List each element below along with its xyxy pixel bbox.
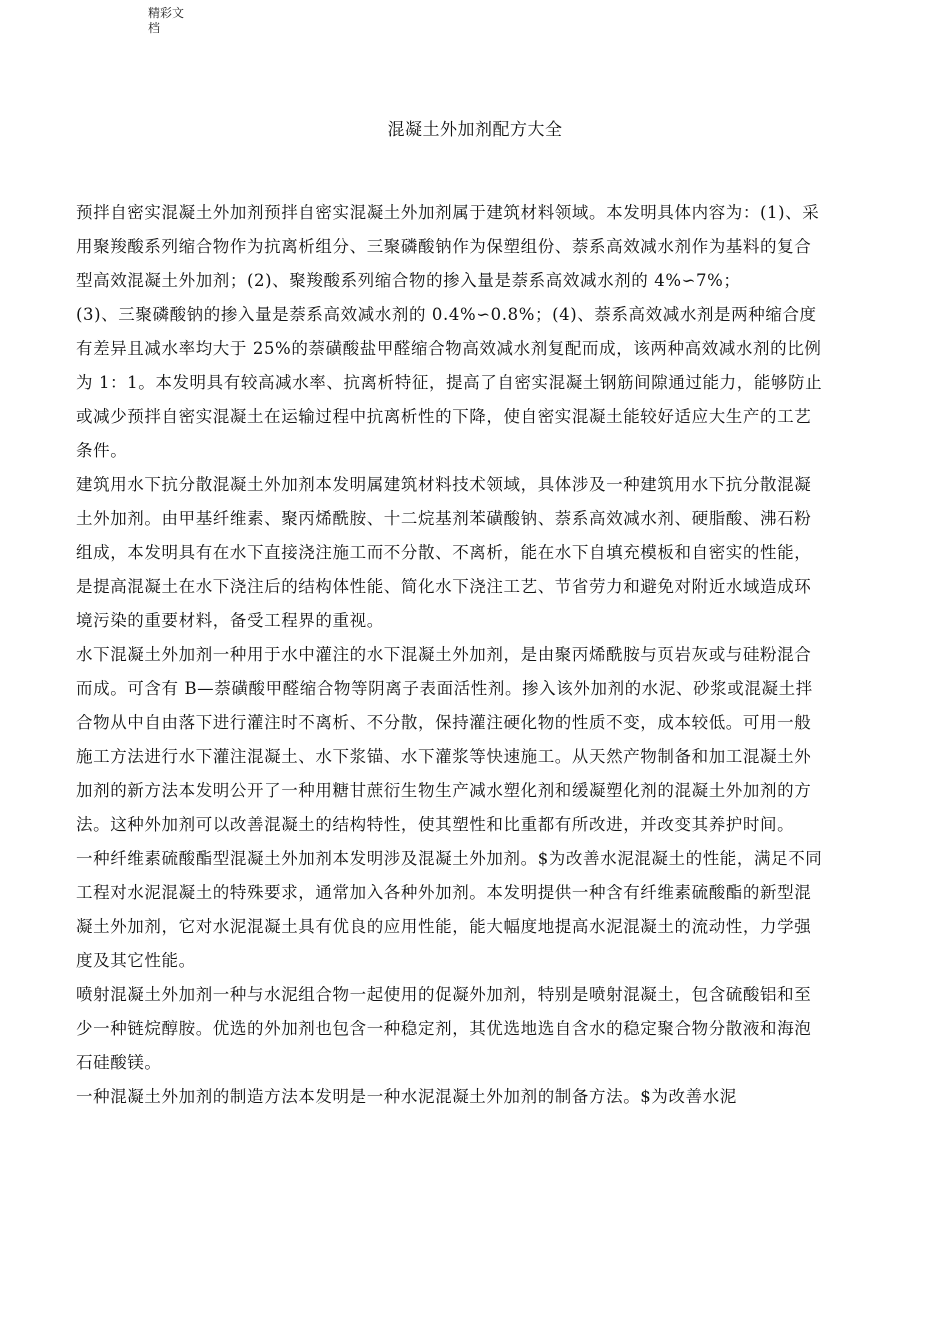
document-body [76,196,828,1114]
paragraph-underwater-anti-dispersion: 建筑用水下抗分散混凝土外加剂本发明属建筑材料技术领域，具体涉及一种建筑用水下抗分散混凝土外加剂。由甲基纤维素、聚丙烯酰胺、十二烷基剂苯磺酸钠、萘系高效减水剂、硬脂酸、沸石粉组成，本发明具有在水下直接浇注施工而不分散、不离析，能在水下自填充模板和自密实的性能，是提高混凝土在水下浇注后的结构体性能、简化水下浇注工艺、节省劳力和避免对附近水域造成环境污染的重要材料，备受工程界的重视。 [76,475,812,630]
header-watermark-line-1: 精彩文 [148,6,185,20]
paragraph-self-compacting-admixture: 预拌自密实混凝土外加剂预拌自密实混凝土外加剂属于建筑材料领域。本发明具体内容为：(1)、采用聚羧酸系列缩合物作为抗离析组分、三聚磷酸钠作为保塑组份、萘系高效减水剂作为基料的复合型高效混凝土外加剂；(2)、聚羧酸系列缩合物的掺入量是萘系高效减水剂的 4%∽7%； [76,203,820,290]
paragraph-cellulose-sulfate-admixture: 一种纤维素硫酸酯型混凝土外加剂本发明涉及混凝土外加剂。$为改善水泥混凝土的性能，满足不同工程对水泥混凝土的特殊要求，通常加入各种外加剂。本发明提供一种含有纤维素硫酸酯的新型混凝土外加剂，它对水泥混凝土具有优良的应用性能，能大幅度地提高水泥混凝土的流动性，力学强度及其它性能。 [76,849,823,970]
header-watermark [148,6,188,36]
paragraph-manufacturing-method: 一种混凝土外加剂的制造方法本发明是一种水泥混凝土外加剂的制备方法。$为改善水泥 [76,1087,737,1106]
paragraph-underwater-admixture: 水下混凝土外加剂一种用于水中灌注的水下混凝土外加剂，是由聚丙烯酰胺与页岩灰或与硅粉混合而成。可含有 B—萘磺酸甲醛缩合物等阴离子表面活性剂。掺入该外加剂的水泥、砂浆或混凝土拌合物从中自由落下进行灌注时不离析、不分散，保持灌注硬化物的性质不变，成本较低。可用一般施工方法进行水下灌注混凝土、水下浆锚、水下灌浆等快速施工。从天然产物制备和加工混凝土外加剂的新方法本发明公开了一种用糖甘蔗衍生物生产减水塑化剂和缓凝塑化剂的混凝土外加剂的方法。这种外加剂可以改善混凝土的结构特性，使其塑性和比重都有所改进，并改变其养护时间。 [76,645,813,834]
document-title: 混凝土外加剂配方大全 [387,120,563,140]
header-watermark-line-2: 档 [148,21,161,35]
paragraph-self-compacting-admixture-continued: (3)、三聚磷酸钠的掺入量是萘系高效减水剂的 0.4%∽0.8%；(4)、萘系高效减水剂是两种缩合度有差异且减水率均大于 25%的萘磺酸盐甲醛缩合物高效减水剂复配而成，该两种高效减水剂的比例为 1：1。本发明具有较高减水率、抗离析特征，提高了自密实混凝土钢筋间隙通过能力，能够防止或减少预拌自密实混凝土在运输过程中抗离析性的下降，使自密实混凝土能较好适应大生产的工艺条件。 [76,305,823,460]
paragraph-shotcrete-admixture: 喷射混凝土外加剂一种与水泥组合物一起使用的促凝外加剂，特别是喷射混凝土，包含硫酸铝和至少一种链烷醇胺。优选的外加剂也包含一种稳定剂，其优选地选自含水的稳定聚合物分散液和海泡石硅酸镁。 [76,985,812,1072]
